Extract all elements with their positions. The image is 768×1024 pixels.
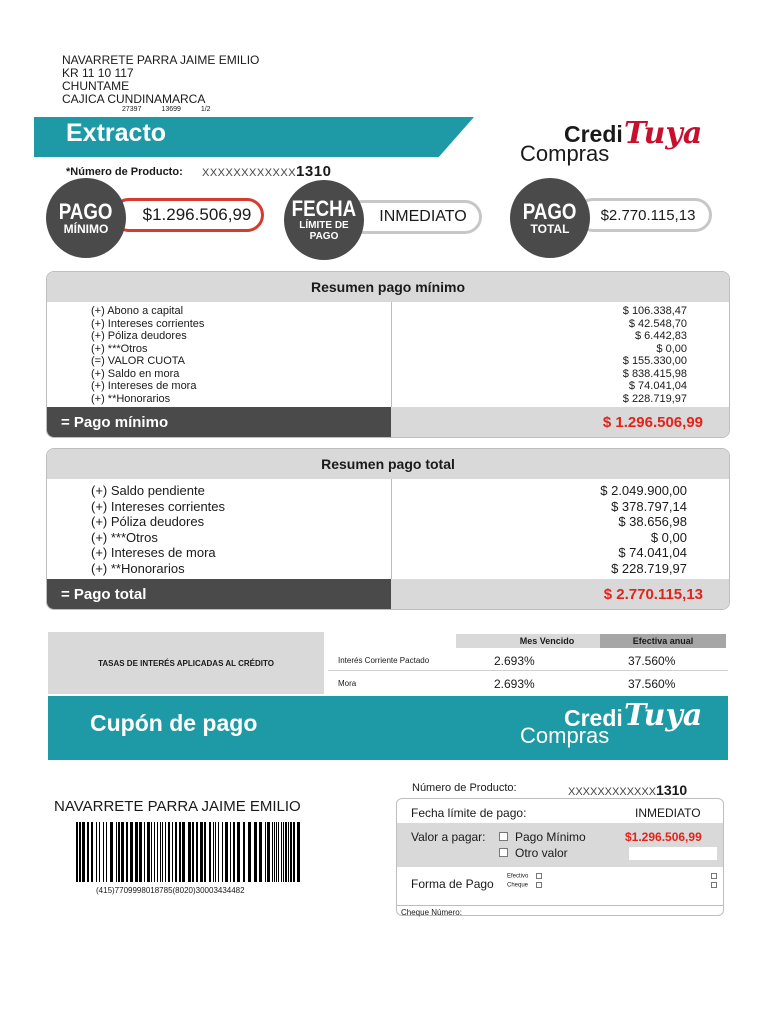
table-row bbox=[47, 499, 729, 515]
table-row bbox=[47, 545, 729, 561]
check-label: Cheque bbox=[507, 882, 529, 889]
coupon-due-label: Fecha límite de pago: bbox=[411, 806, 527, 820]
rates-title: TASAS DE INTERÉS APLICADAS AL CRÉDITO bbox=[48, 632, 324, 694]
column-divider bbox=[391, 302, 392, 407]
table-row bbox=[47, 380, 729, 393]
row-label: (=) VALOR CUOTA bbox=[91, 355, 186, 367]
row-value: $ 42.548,70 bbox=[628, 317, 687, 330]
total-total-label: = Pago total bbox=[47, 579, 391, 609]
address-block bbox=[62, 54, 259, 114]
bank-1-checkbox[interactable] bbox=[711, 873, 717, 879]
barcode-bar bbox=[297, 822, 300, 882]
coupon-logo bbox=[520, 698, 710, 750]
minimum-payment-badge bbox=[46, 178, 126, 258]
barcode-bar bbox=[160, 822, 161, 882]
payment-form bbox=[396, 798, 724, 916]
barcode-bar bbox=[76, 822, 78, 882]
rates-row-annual: 37.560% bbox=[628, 677, 676, 691]
total-total-value: $ 2.770.115,13 bbox=[391, 579, 729, 609]
check-option[interactable] bbox=[507, 882, 542, 889]
row-label: (+) **Honorarios bbox=[91, 392, 171, 405]
barcode-bar bbox=[110, 822, 113, 882]
row-label: (+) Intereses de mora bbox=[91, 380, 197, 392]
barcode-bar bbox=[218, 822, 219, 882]
row-value: $ 2.049.900,00 bbox=[600, 483, 687, 498]
routing-code-2: 13699 bbox=[161, 106, 181, 113]
row-value: $ 228.719,97 bbox=[611, 560, 687, 576]
routing-codes bbox=[62, 106, 259, 114]
minimum-payment-value: $1.296.506,99 bbox=[142, 205, 252, 224]
table-row bbox=[47, 514, 729, 530]
rates-col-monthly: Mes Vencido bbox=[456, 634, 638, 648]
barcode-bar bbox=[267, 822, 270, 882]
logo-tuya: Tuya bbox=[624, 698, 703, 733]
logo-compras: Compras bbox=[520, 141, 610, 166]
coupon-product-mask: XXXXXXXXXXXX bbox=[568, 786, 657, 798]
cash-checkbox[interactable] bbox=[536, 873, 542, 879]
barcode-bar bbox=[281, 822, 282, 882]
logo-credi: Credi bbox=[564, 121, 623, 147]
minimum-payment-summary bbox=[46, 271, 730, 438]
due-date-value: INMEDIATO bbox=[379, 208, 467, 225]
barcode-bars bbox=[76, 822, 302, 882]
total-summary-rows bbox=[47, 479, 729, 579]
other-amount-field[interactable] bbox=[629, 847, 717, 860]
other-amount-checkbox[interactable] bbox=[499, 848, 508, 857]
total-payment-pill bbox=[576, 198, 712, 232]
barcode-bar bbox=[175, 822, 177, 882]
interest-rates-table bbox=[48, 632, 728, 694]
barcode-bar bbox=[278, 822, 279, 882]
minimum-summary-title: Resumen pago mínimo bbox=[47, 272, 729, 302]
barcode-bar bbox=[274, 822, 275, 882]
minimum-payment-badge-sub: MÍNIMO bbox=[63, 221, 109, 236]
minimum-total-value: $ 1.296.506,99 bbox=[391, 407, 729, 437]
row-label: (+) ***Otros bbox=[91, 529, 158, 545]
barcode-bar bbox=[172, 822, 173, 882]
row-label: (+) Póliza deudores bbox=[91, 514, 205, 529]
barcode-bar bbox=[79, 822, 81, 882]
barcode-bar bbox=[106, 822, 107, 882]
check-number-label: Cheque Número: bbox=[401, 908, 462, 917]
row-value: $ 106.338,47 bbox=[622, 305, 687, 317]
page-indicator: 1/2 bbox=[200, 106, 211, 113]
barcode-bar bbox=[222, 822, 223, 882]
barcode-bar bbox=[99, 822, 100, 882]
row-label: (+) Abono a capital bbox=[91, 305, 184, 317]
cash-option[interactable] bbox=[507, 873, 542, 880]
payment-method-label: Forma de Pago bbox=[411, 877, 494, 891]
logo-compras: Compras bbox=[520, 723, 610, 748]
rates-divider bbox=[328, 670, 728, 671]
total-payment-badge bbox=[510, 178, 590, 258]
credicompras-logo bbox=[520, 116, 710, 166]
table-row bbox=[47, 368, 729, 381]
row-value: $ 155.330,00 bbox=[622, 355, 687, 367]
due-date-pill bbox=[346, 200, 482, 234]
coupon-product-suffix: 1310 bbox=[656, 782, 688, 798]
product-number-mask: XXXXXXXXXXXX bbox=[202, 167, 297, 179]
minimum-payment-pill bbox=[112, 198, 264, 232]
row-label: (+) Saldo en mora bbox=[91, 367, 180, 380]
barcode-bar bbox=[154, 822, 155, 882]
row-label: (+) Intereses de mora bbox=[91, 545, 216, 560]
barcode-bar bbox=[126, 822, 128, 882]
row-label: (+) Intereses corrientes bbox=[91, 498, 226, 514]
total-payment-summary bbox=[46, 448, 730, 610]
table-row bbox=[47, 355, 729, 368]
rates-col-annual: Efectiva anual bbox=[600, 634, 726, 648]
recipient-name: NAVARRETE PARRA JAIME EMILIO bbox=[62, 53, 260, 67]
barcode-bar bbox=[237, 822, 240, 882]
row-value: $ 74.041,04 bbox=[618, 545, 687, 560]
cash-label: Efectivo bbox=[507, 873, 529, 880]
row-label: (+) **Honorarios bbox=[91, 560, 185, 576]
barcode-bar bbox=[118, 822, 120, 882]
minimum-payment-checkbox[interactable] bbox=[499, 832, 508, 841]
coupon-product-label: Número de Producto: bbox=[412, 782, 517, 794]
row-value: $ 228.719,97 bbox=[622, 392, 687, 405]
row-value: $ 378.797,14 bbox=[611, 498, 687, 514]
total-payment-value: $2.770.115,13 bbox=[600, 206, 696, 224]
barcode-bar bbox=[265, 822, 266, 882]
table-row bbox=[47, 305, 729, 318]
due-date-badge bbox=[284, 180, 364, 260]
barcode-bar bbox=[116, 822, 117, 882]
minimum-option-value: $1.296.506,99 bbox=[625, 830, 702, 844]
barcode-bar bbox=[243, 822, 245, 882]
due-date-badge-title: FECHA bbox=[291, 196, 357, 221]
coupon-due-value: INMEDIATO bbox=[635, 806, 701, 820]
barcode-bar bbox=[283, 822, 284, 882]
product-number-label: *Número de Producto: bbox=[66, 166, 183, 178]
coupon-product-number bbox=[568, 782, 687, 798]
row-value: $ 74.041,04 bbox=[628, 380, 687, 392]
barcode-bar bbox=[254, 822, 257, 882]
table-row bbox=[47, 530, 729, 546]
barcode-bar bbox=[225, 822, 228, 882]
barcode-bar bbox=[121, 822, 124, 882]
row-value: $ 838.415,98 bbox=[622, 367, 687, 380]
pay-amount-label: Valor a pagar: bbox=[411, 830, 486, 844]
barcode-bar bbox=[151, 822, 152, 882]
total-payment-badge-title: PAGO bbox=[523, 198, 577, 224]
barcode-bar bbox=[182, 822, 185, 882]
rates-row-label: Mora bbox=[338, 679, 357, 688]
barcode-bar bbox=[91, 822, 93, 882]
barcode-bar bbox=[259, 822, 262, 882]
table-row bbox=[47, 393, 729, 406]
barcode-bar bbox=[135, 822, 138, 882]
due-date-badge-sub1: LÍMITE DE bbox=[299, 220, 349, 231]
minimum-total-bar bbox=[47, 407, 729, 437]
barcode-bar bbox=[213, 822, 214, 882]
coupon-title: Cupón de pago bbox=[90, 710, 258, 736]
table-row bbox=[47, 318, 729, 331]
row-value: $ 0,00 bbox=[656, 342, 687, 355]
barcode-bar bbox=[168, 822, 170, 882]
recipient-city: CAJICA CUNDINAMARCA bbox=[62, 92, 206, 106]
statement-title: Extracto bbox=[66, 119, 167, 147]
barcode-bar bbox=[130, 822, 133, 882]
barcode-bar bbox=[204, 822, 206, 882]
barcode-bar bbox=[248, 822, 251, 882]
barcode-bar bbox=[165, 822, 166, 882]
table-row bbox=[47, 561, 729, 577]
total-payment-badge-sub: TOTAL bbox=[530, 221, 570, 236]
row-value: $ 38.656,98 bbox=[618, 514, 687, 529]
barcode-bar bbox=[157, 822, 158, 882]
recipient-address: KR 11 10 117 bbox=[62, 66, 134, 80]
row-label: (+) Póliza deudores bbox=[91, 330, 187, 342]
table-row bbox=[47, 343, 729, 356]
logo-tuya: Tuya bbox=[624, 116, 703, 151]
barcode-bar bbox=[272, 822, 273, 882]
routing-code-1: 27397 bbox=[122, 106, 142, 113]
barcode-bar bbox=[276, 822, 277, 882]
barcode-bar bbox=[96, 822, 97, 882]
barcode-bar bbox=[209, 822, 211, 882]
rates-row-monthly: 2.693% bbox=[494, 677, 535, 691]
barcode-image bbox=[76, 822, 302, 882]
product-number-suffix: 1310 bbox=[296, 163, 332, 180]
barcode-bar bbox=[230, 822, 231, 882]
column-divider bbox=[391, 479, 392, 579]
barcode-bar bbox=[147, 822, 150, 882]
coupon-banner bbox=[48, 696, 728, 760]
barcode-bar bbox=[162, 822, 163, 882]
minimum-option-label: Pago Mínimo bbox=[515, 830, 586, 844]
due-date-badge-sub2: PAGO bbox=[309, 231, 339, 242]
barcode-bar bbox=[290, 822, 292, 882]
barcode-bar bbox=[196, 822, 198, 882]
total-total-bar bbox=[47, 579, 729, 609]
table-row bbox=[47, 330, 729, 343]
table-row bbox=[47, 483, 729, 499]
barcode-bar bbox=[188, 822, 191, 882]
barcode-bar bbox=[233, 822, 235, 882]
rates-row-monthly: 2.693% bbox=[494, 654, 535, 668]
minimum-payment-badge-title: PAGO bbox=[59, 198, 113, 224]
barcode-bar bbox=[200, 822, 203, 882]
row-value: $ 0,00 bbox=[650, 529, 687, 545]
rates-row-label: Interés Corriente Pactado bbox=[338, 656, 430, 665]
check-checkbox[interactable] bbox=[536, 882, 542, 888]
barcode-bar bbox=[192, 822, 194, 882]
other-option-label: Otro valor bbox=[515, 846, 568, 860]
product-number bbox=[202, 163, 331, 180]
barcode-bar bbox=[103, 822, 104, 882]
row-label: (+) ***Otros bbox=[91, 342, 148, 355]
rates-row-annual: 37.560% bbox=[628, 654, 676, 668]
recipient-neighborhood: CHUNTAME bbox=[62, 79, 130, 93]
bank-2-checkbox[interactable] bbox=[711, 882, 717, 888]
coupon-name: NAVARRETE PARRA JAIME EMILIO bbox=[54, 798, 301, 815]
barcode-bar bbox=[144, 822, 145, 882]
barcode-text: (415)7709998018785(8020)30003434482 bbox=[96, 886, 245, 895]
barcode-bar bbox=[285, 822, 287, 882]
barcode-bar bbox=[215, 822, 216, 882]
check-number-divider bbox=[397, 905, 723, 906]
barcode-bar bbox=[179, 822, 181, 882]
barcode-bar bbox=[293, 822, 295, 882]
barcode-bar bbox=[87, 822, 89, 882]
row-value: $ 6.442,83 bbox=[635, 330, 687, 342]
barcode-bar bbox=[139, 822, 142, 882]
pay-amount-area bbox=[397, 823, 723, 867]
barcode-bar bbox=[288, 822, 289, 882]
row-label: (+) Saldo pendiente bbox=[91, 483, 205, 498]
minimum-total-label: = Pago mínimo bbox=[47, 407, 391, 437]
total-summary-title: Resumen pago total bbox=[47, 449, 729, 479]
logo-credi: Credi bbox=[564, 705, 623, 731]
barcode-bar bbox=[82, 822, 85, 882]
minimum-summary-rows bbox=[47, 302, 729, 407]
row-label: (+) Intereses corrientes bbox=[91, 317, 205, 330]
